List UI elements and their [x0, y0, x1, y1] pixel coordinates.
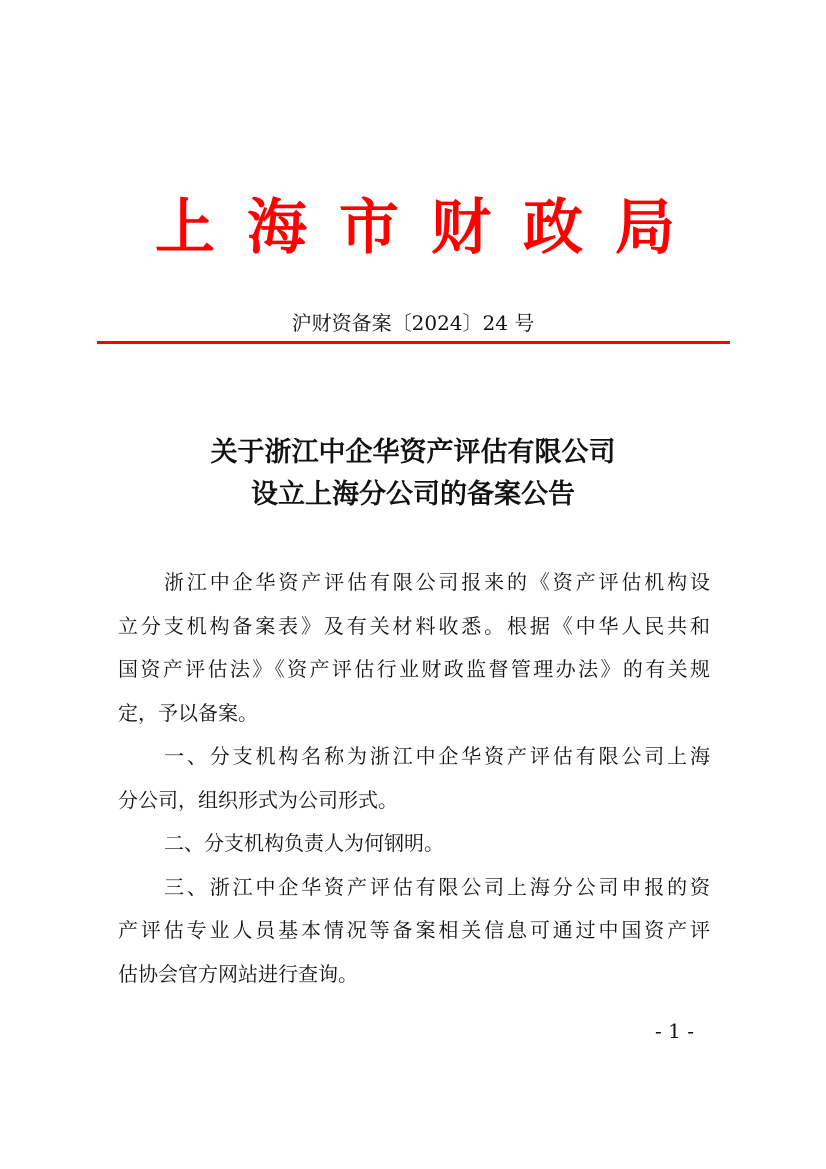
body-line: 国资产评估法》《资产评估行业财政监督管理办法》的有关规	[118, 657, 710, 681]
masthead-char: 上	[155, 193, 215, 263]
body-line: 估协会官方网站进行查询。	[118, 961, 358, 986]
masthead-char: 局	[615, 193, 675, 263]
title-line: 关于浙江中企华资产评估有限公司	[210, 437, 616, 468]
document-title	[0, 432, 826, 516]
masthead-char: 财	[431, 193, 491, 263]
body-line: 立分支机构备案表》及有关材料收悉。根据《中华人民共和	[118, 613, 710, 638]
document-number: 沪财资备案〔2024〕24 号	[291, 311, 535, 335]
body-line: 一、分支机构名称为浙江中企华资产评估有限公司上海	[164, 744, 710, 768]
body-line: 定，予以备案。	[118, 700, 258, 725]
body-line: 二、分支机构负责人为何钢明。	[164, 831, 444, 855]
masthead-char: 市	[339, 193, 399, 263]
masthead-char: 政	[523, 193, 583, 263]
masthead-char: 海	[247, 193, 307, 263]
body-line: 三、浙江中企华资产评估有限公司上海分公司申报的资	[164, 874, 710, 899]
issuer-masthead	[155, 188, 675, 268]
page-number: - 1 -	[655, 1019, 694, 1043]
body-line: 产评估专业人员基本情况等备案相关信息可通过中国资产评	[118, 918, 710, 942]
body-line: 分公司，组织形式为公司形式。	[118, 787, 398, 812]
red-divider	[97, 341, 730, 344]
body-line: 浙江中企华资产评估有限公司报来的《资产评估机构设	[164, 570, 710, 594]
document-body	[118, 566, 710, 1001]
title-line: 设立上海分公司的备案公告	[251, 479, 575, 510]
